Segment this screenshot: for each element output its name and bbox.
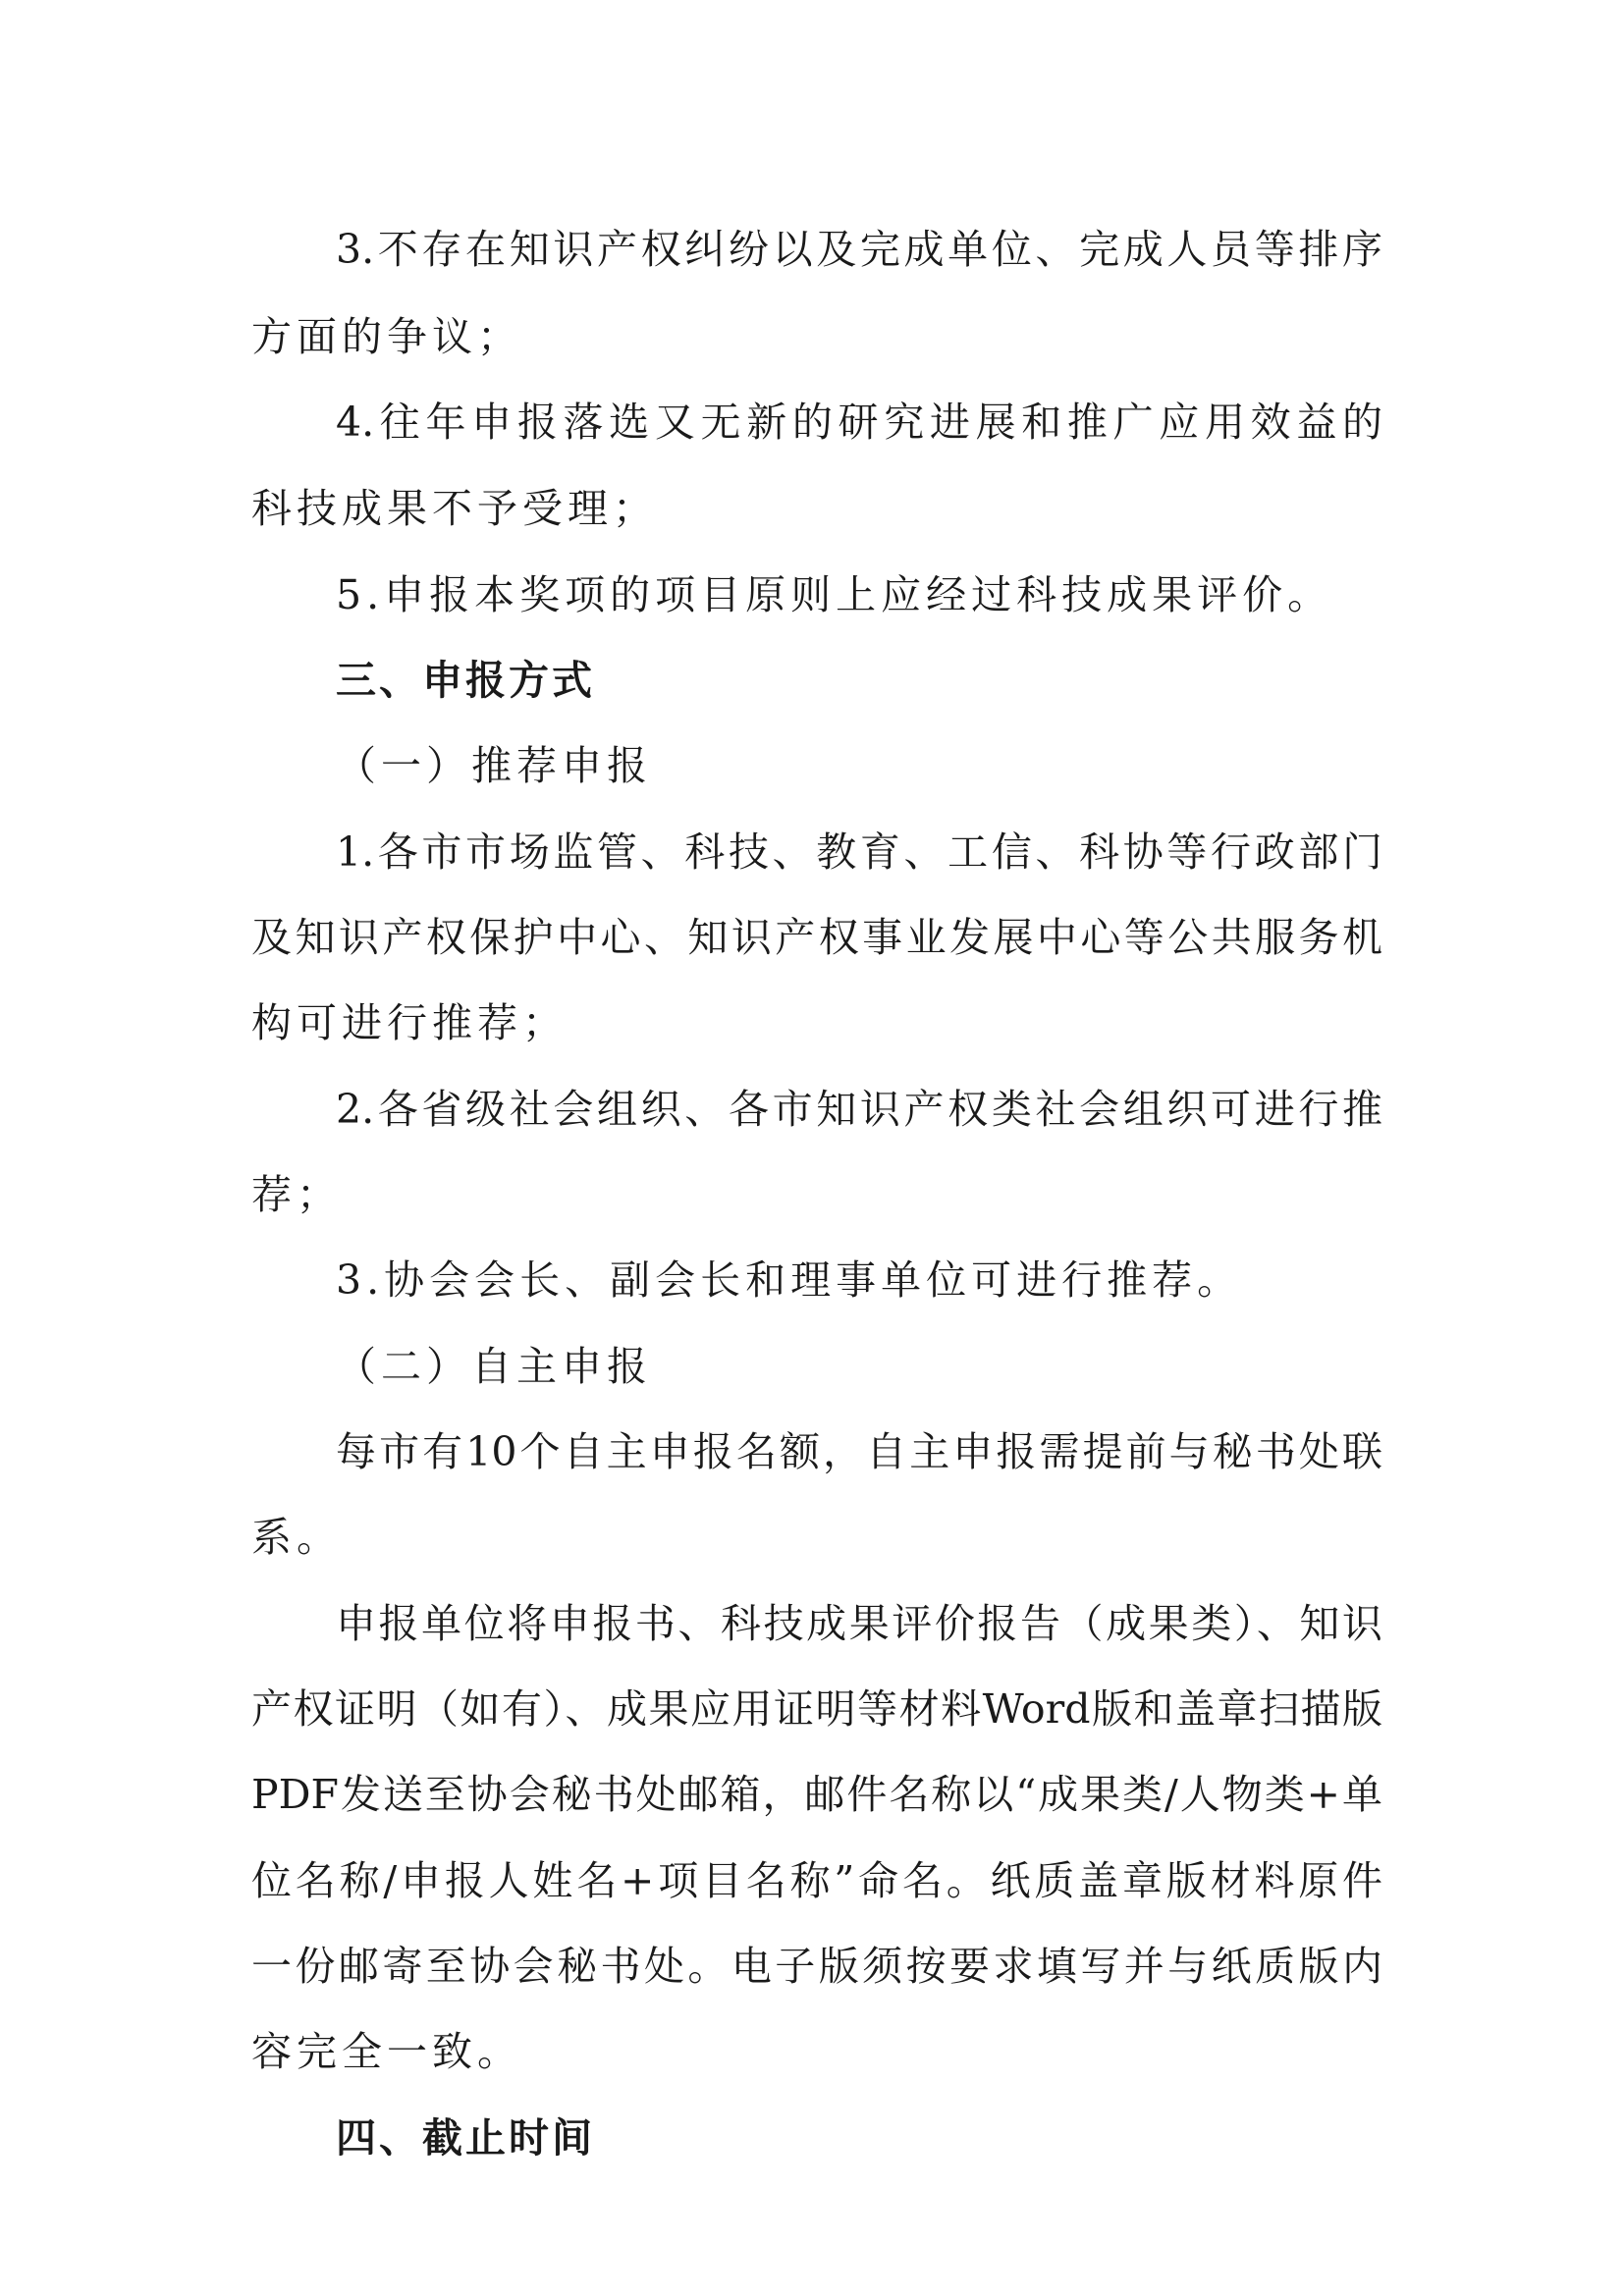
recommend-item-1-line-2: 及知识产权保护中心、知识产权事业发展中心等公共服务机 [251,914,1382,961]
paragraph-item-5: 5.申报本奖项的项目原则上应经过科技成果评价。 [336,571,1333,618]
paragraph-item-4-line-1: 4.往年申报落选又无新的研究进展和推广应用效益的 [336,399,1382,446]
submission-paragraph-line-4: 位名称/申报人姓名+项目名称”命名。纸质盖章版材料原件 [251,1857,1382,1904]
paragraph-item-4-line-2: 科技成果不予受理； [251,485,658,532]
paragraph-item-3-line-2: 方面的争议； [251,313,522,360]
self-apply-line-2: 系。 [251,1514,342,1561]
section-heading-4: 四、截止时间 [336,2114,595,2162]
submission-paragraph-line-1: 申报单位将申报书、科技成果评价报告（成果类）、知识 [336,1600,1382,1647]
subsection-heading-1: （一）推荐申报 [336,742,652,789]
recommend-item-3: 3.协会会长、副会长和理事单位可进行推荐。 [336,1256,1243,1304]
submission-paragraph-line-6: 容完全一致。 [251,2028,522,2075]
submission-paragraph-line-3: PDF发送至协会秘书处邮箱，邮件名称以“成果类/人物类+单 [251,1771,1382,1818]
subsection-heading-2: （二）自主申报 [336,1343,652,1390]
self-apply-line-1: 每市有10个自主申报名额，自主申报需提前与秘书处联 [336,1428,1382,1475]
submission-paragraph-line-2: 产权证明（如有）、成果应用证明等材料Word版和盖章扫描版 [251,1685,1382,1733]
recommend-item-2-line-2: 荐； [251,1171,342,1218]
recommend-item-1-line-3: 构可进行推荐； [251,999,568,1046]
recommend-item-2-line-1: 2.各省级社会组织、各市知识产权类社会组织可进行推 [336,1086,1382,1133]
submission-paragraph-line-5: 一份邮寄至协会秘书处。电子版须按要求填写并与纸质版内 [251,1943,1382,1990]
recommend-item-1-line-1: 1.各市市场监管、科技、教育、工信、科协等行政部门 [336,828,1382,876]
paragraph-item-3-line-1: 3.不存在知识产权纠纷以及完成单位、完成人员等排序 [336,226,1382,273]
section-heading-3: 三、申报方式 [336,657,595,704]
